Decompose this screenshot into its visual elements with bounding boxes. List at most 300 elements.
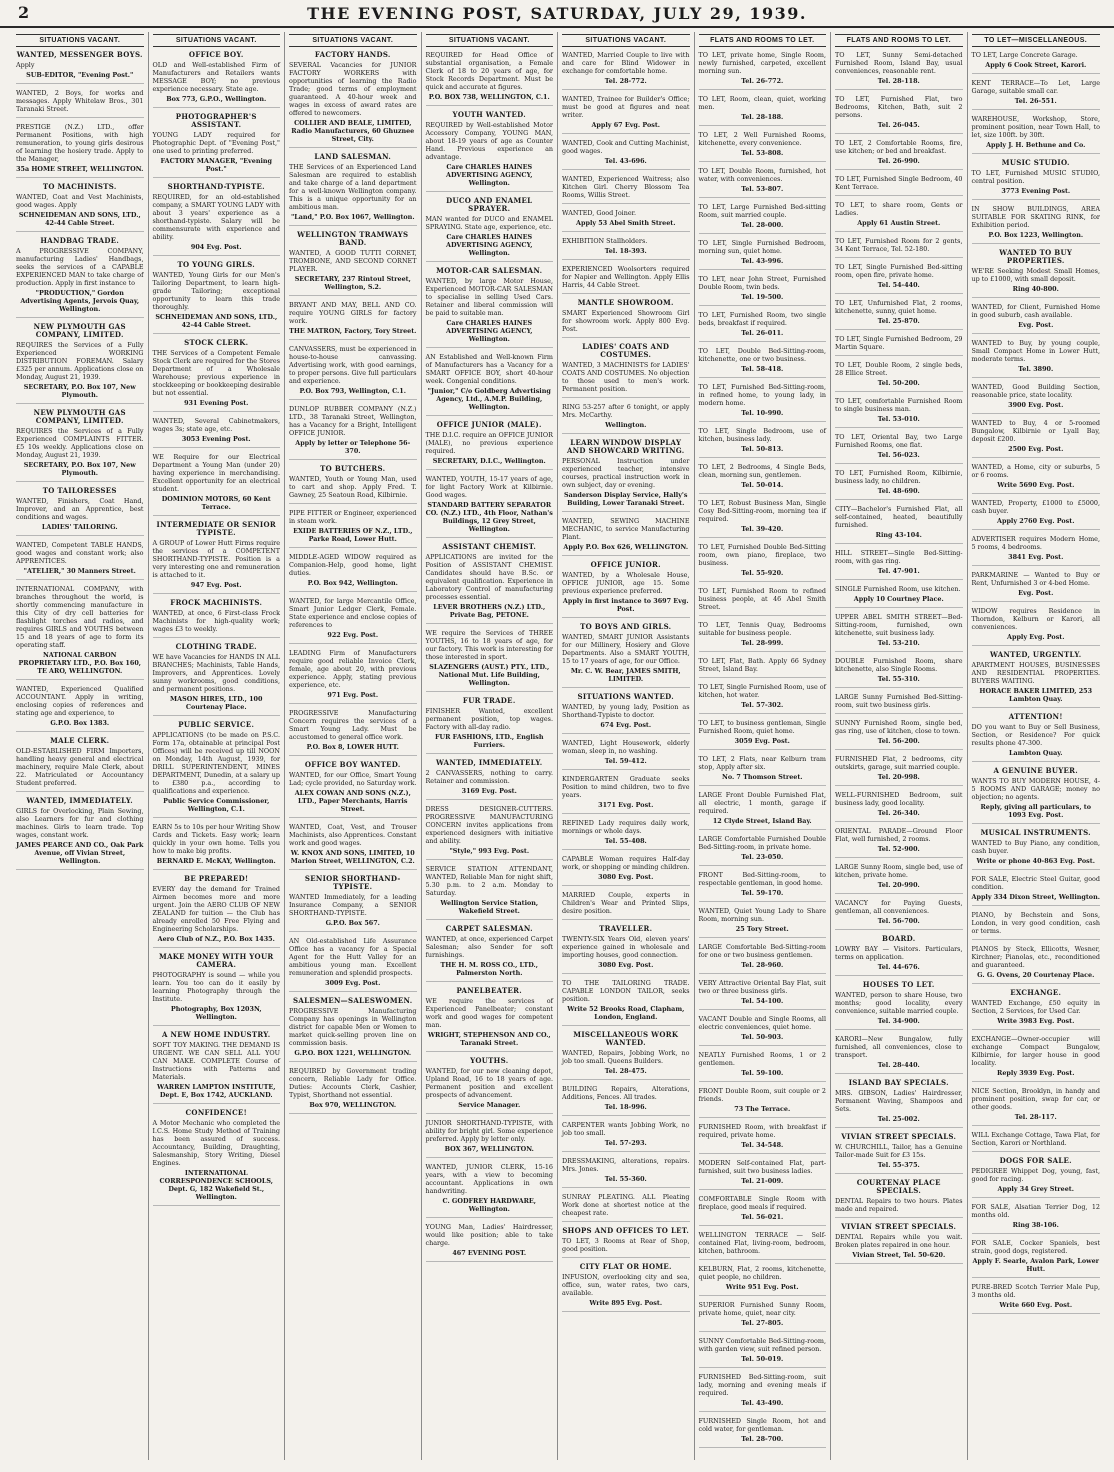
ad-address: Tel. 26-990. (877, 157, 920, 165)
ad-title: WANTED, URGENTLY. (990, 650, 1082, 659)
ad-body: FINISHER Wanted, excellent permanent position, top wages. Factory with all-day radio. (425, 707, 553, 731)
classified-ad (562, 739, 690, 770)
ad-title: FUR TRADE. (462, 696, 516, 705)
ad-address: Apply 6 Cook Street, Karori. (985, 61, 1087, 69)
classified-ad (153, 339, 281, 412)
ad-body: WANTS TO BUY MODERN HOUSE, 4-5 ROOMS AND GARAGE; money no objection; no agents. (971, 777, 1100, 801)
classified-ad (699, 347, 827, 378)
ad-address: 2500 Evg. Post. (1008, 445, 1064, 453)
ad-address: W. KNOX AND SONS, LIMITED, 10 Marion Street, WELLINGTON, C.2. (290, 849, 415, 865)
classified-ad (426, 1119, 554, 1158)
ad-address: DOMINION MOTORS, 60 Kent Terrace. (161, 495, 271, 511)
classified-ad (699, 239, 827, 270)
ad-body: WANTED, 3 MACHINISTS for LADIES' COATS AND COSTUMES. No objection to those used to men's work. Permanent position. (562, 361, 690, 393)
ad-title: TO BOYS AND GIRLS. (580, 622, 672, 631)
ad-body: WANTED, at once, experienced Carpet Salesman; also Sender for soft furnishings. (425, 935, 553, 959)
classified-ad (972, 383, 1101, 414)
classified-ad (972, 249, 1101, 298)
ad-body: FURNISHED Flat, 2 bedrooms, city outskirts, garage, suit married couple. (835, 755, 963, 771)
classified-ad (289, 709, 417, 756)
ad-address: STANDARD BATTERY SEPARATOR CO. (N.Z.) LTD., 4th Floor, Nathan's Buildings, 12 Grey Street, Wellington. (425, 501, 553, 533)
ad-body: WANTED to Buy, by young couple, Small Compact Home in Lower Hutt, moderate terms. (971, 339, 1100, 363)
ad-body: EXPERIENCED Woolsorters required for Napier and Wellington. Apply Ellis Harris, 44 Cable Street. (562, 265, 690, 289)
ad-body: LARGE Comfortable Bed-Sitting-room for one or two business gentlemen. (698, 943, 826, 959)
ad-address: Apply by letter or Telephone 56-370. (295, 439, 411, 455)
classified-ad (972, 419, 1101, 458)
ad-body: COMFORTABLE Single Room with fireplace, good meals if required. (698, 1195, 826, 1211)
ad-body: PERSONAL Instruction under experienced teacher, intensive courses, practical instruction work in own subject, day or evening. (562, 457, 690, 489)
ad-address: Apply 67 Evg. Post. (591, 121, 661, 129)
classified-ad (835, 505, 963, 544)
ad-body: TO LET, Furnished Room for 2 gents, 34 Kent Terrace, Tel. 52-180. (835, 237, 963, 253)
classified-ad (972, 1157, 1101, 1198)
ad-address: Lambton Quay. (1008, 749, 1063, 757)
ad-body: UPPER ABEL SMITH STREET—Bed-Sitting-room, furnished, own kitchenette, suit business lady. (835, 613, 963, 637)
classified-ad (835, 719, 963, 750)
ad-body: WANTED, JUNIOR CLERK, 15-16 years, with a view to becoming accountant. Applications in own handwriting. (425, 1163, 553, 1195)
classified-ad (16, 237, 144, 318)
ad-body: WE'RE Seeking Modest Small Homes, up to £1000, with small deposit. (971, 267, 1100, 283)
classified-ad (972, 607, 1101, 646)
column-3 (285, 32, 422, 1460)
classified-ad (699, 1123, 827, 1154)
ad-body: MRS. GIBSON, Ladies' Hairdresser, Permanent Waving, Shampoos and Sets. (835, 1089, 963, 1113)
classified-ad (562, 517, 690, 556)
classified-ad (835, 1079, 963, 1128)
ad-body: LARGE Sunny Furnished Bed-Sitting-room, suit two business girls. (835, 693, 963, 709)
classified-ad (16, 183, 144, 232)
ad-address: Ring 38-106. (1012, 1221, 1059, 1229)
ad-address: Tel. 10-990. (741, 409, 784, 417)
ad-address: 3080 Evg. Post. (598, 873, 654, 881)
ad-body: TO LET, Furnished Room, two single beds, breakfast if required. (698, 311, 826, 327)
classified-ad (562, 1157, 690, 1188)
masthead (0, 0, 1114, 28)
classified-ad (972, 51, 1101, 74)
ad-address: Apply F. Searle, Avalon Park, Lower Hutt. (972, 1257, 1100, 1273)
ad-title: OFFICE JUNIOR (MALE). (436, 420, 542, 429)
ad-address: SECRETARY, P.O. Box 107, New Plymouth. (23, 383, 136, 399)
ad-address: Tel. 55-408. (604, 837, 647, 845)
classified-ad (699, 1159, 827, 1190)
ad-address: G. G. Ovens, 20 Courtenay Place. (977, 971, 1095, 979)
ad-body: WANTED, Light Housework, elderly woman, sleep in, no washing. (562, 739, 690, 755)
classified-ad (562, 855, 690, 886)
classified-ad (562, 891, 690, 920)
ad-address: 674 Evg. Post. (600, 721, 652, 729)
ad-address: 3169 Evg. Post. (461, 787, 517, 795)
ad-title: YOUTH WANTED. (452, 110, 526, 119)
ad-address: Tel. 55-360. (604, 1175, 647, 1183)
ad-body: Apply (16, 61, 35, 69)
ad-body: WANTED, by a Wholesale House, OFFICE JUNIOR, age 15. Some previous experience preferred. (562, 571, 690, 595)
classified-ad (835, 263, 963, 294)
ad-body: TO LET, private home, Single Room, newly furnished, carpeted, excellent morning sun. (698, 51, 826, 75)
ad-address: Tel. 59-100. (741, 1069, 784, 1077)
classified-ad (289, 345, 417, 400)
ad-body: IN SHOW BUILDINGS, AREA SUITABLE FOR SKATING RINK, for Exhibition period. (971, 205, 1100, 229)
ad-address: Tel. 50-903. (741, 1033, 784, 1041)
ad-title: MALE CLERK. (50, 736, 110, 745)
classified-ad (153, 823, 281, 870)
classified-ad (835, 693, 963, 714)
ad-body: WANTED, a Home, city or suburbs, 5 or 6 rooms. (971, 463, 1100, 479)
ad-address: Tel. 56-700. (877, 917, 920, 925)
ad-body: NEATLY Furnished Rooms, 1 or 2 gentlemen. (698, 1051, 826, 1067)
ad-body: WANTED, Good Joiner. (562, 209, 636, 217)
classified-ad (972, 115, 1101, 154)
ad-address: Tel. 18-996. (604, 1103, 647, 1111)
ad-address: Write 895 Evg. Post. (589, 1299, 663, 1307)
ad-body: WANTED, Cook and Cutting Machinist, good wages. (562, 139, 690, 155)
ad-title: PUBLIC SERVICE. (178, 720, 255, 729)
classified-ad (153, 1031, 281, 1104)
ad-address: Apply 61 Austin Street. (857, 219, 941, 227)
ad-body: KARORI—New Bungalow, fully furnished, all conveniences, close to transport. (835, 1035, 963, 1059)
classified-ad (153, 417, 281, 448)
ad-body: WANTED, Youth or Young Man, used to cart and shop. Apply Fred. T. Gawney, 25 Seatoun Road, Kilbirnie. (289, 475, 417, 499)
classified-ad (972, 303, 1101, 334)
ad-title: A GENUINE BUYER. (993, 766, 1079, 775)
ad-title: VIVIAN STREET SPECIALS. (841, 1222, 957, 1231)
classified-ad (289, 509, 417, 548)
ad-body: EXHIBITION Stallholders. (562, 237, 648, 245)
ad-address: INTERNATIONAL CORRESPONDENCE SCHOOLS, Dept. G, 182 Wakefield St., Wellington. (159, 1169, 273, 1201)
ad-body: WANTED, YOUTH, 15-17 years of age, for light Factory Work at Kilbirnie. Good wages. (425, 475, 553, 499)
classified-ad (562, 175, 690, 204)
classified-ad (835, 1179, 963, 1218)
ad-title: LADIES' COATS AND COSTUMES. (582, 342, 670, 359)
ad-body: EARN 5s to 10s per hour Writing Show Cards and Tickets. Easy work; learn quickly in your own home. Tells you how to make big profits. (152, 823, 280, 855)
classified-ad (699, 463, 827, 494)
ad-body: TO LET, Single Furnished Bedroom, morning sun, quiet home. (698, 239, 826, 255)
ad-address: Box 970, WELLINGTON. (309, 1101, 397, 1109)
ad-body: WANTED Immediately, for a leading Insurance Company, a SENIOR SHORTHAND-TYPISTE. (289, 893, 417, 917)
ad-body: WANTED, for our new cleaning depot, Upland Road, 16 to 18 years of age. Permanent position and excellent prospects of advancement. (425, 1067, 553, 1099)
ad-title: ATTENTION! (1008, 712, 1063, 721)
ad-title: SHOPS AND OFFICES TO LET. (562, 1226, 690, 1235)
classified-ad (699, 835, 827, 866)
column-heading: TO LET—MISCELLANEOUS. (972, 34, 1101, 47)
ad-title: NEW PLYMOUTH GAS COMPANY, LIMITED. (33, 408, 126, 425)
classified-ad (699, 657, 827, 678)
classified-ad (835, 201, 963, 232)
classified-ad (16, 737, 144, 792)
ad-title: WANTED, IMMEDIATELY. (435, 758, 543, 767)
classified-ad (835, 175, 963, 196)
ad-title: COURTENAY PLACE SPECIALS. (856, 1178, 941, 1195)
ad-body: KELBURN, Flat, 2 rooms, kitchenette, quiet people, no children. (698, 1265, 826, 1281)
classified-ad (562, 343, 690, 398)
ad-body: TO LET, 3 Rooms at Rear of Shop, good position. (562, 1237, 690, 1253)
classified-ad (699, 203, 827, 234)
ad-body: TO LET, Oriental Bay, two Large Furnished Rooms, one flat. (835, 433, 963, 449)
ad-address: 3773 Evening Post. (1001, 187, 1071, 195)
classified-ad (972, 159, 1101, 200)
ad-body: WELL-FURNISHED Bedroom, suit business lady, good locality. (835, 791, 963, 807)
ad-address: Care CHARLES HAINES ADVERTISING AGENCY, Wellington. (446, 319, 533, 343)
classified-ad (699, 311, 827, 342)
classified-ad (426, 353, 554, 416)
ad-address: Tel. 28-440. (877, 1061, 920, 1069)
ad-body: TO LET, to business gentleman, Single Furnished Room, quiet home. (698, 719, 826, 735)
ad-address: Apply 334 Dixon Street, Wellington. (971, 893, 1100, 901)
ad-body: SUNNY Furnished Room, single bed, gas ring, use of kitchen, close to town. (835, 719, 963, 735)
classified-ad (153, 453, 281, 516)
ad-body: TO LET, Furnished Double Bed-Sitting room, own piano, fireplace, two business. (698, 543, 826, 567)
classified-ad (699, 95, 827, 126)
classified-ad (835, 827, 963, 858)
ad-address: SCHNEIDEMAN AND SONS, LTD., 42-44 Cable Street. (155, 313, 278, 329)
ad-title: A NEW HOME INDUSTRY. (162, 1030, 271, 1039)
column-4 (422, 32, 559, 1460)
ad-address: Tel. 56-200. (877, 737, 920, 745)
ad-body: SOFT TOY MAKING. THE DEMAND IS URGENT. WE CAN SELL ALL YOU CAN MAKE. COMPLETE Course of Instructions with Patterns and Materials. (152, 1041, 280, 1081)
ad-address: Tel. 50-200. (877, 379, 920, 387)
ad-body: TO LET, Unfurnished Flat, 2 rooms, kitchenette, sunny, quiet home. (835, 299, 963, 315)
ad-address: Tel. 55-375. (877, 1161, 920, 1169)
ad-body: DRESS DESIGNER-CUTTERS. PROGRESSIVE MANUFACTURING CONCERN invites applications from experienced designers with initiative and ability. (425, 805, 553, 845)
classified-ad (562, 925, 690, 974)
ad-address: SCHNEIDEMAN AND SONS, LTD., 42-44 Cable Street. (18, 211, 141, 227)
ad-body: WANTED, Good Building Section, reasonable price, state locality. (971, 383, 1100, 399)
ad-body: LOWRY BAY — Visitors. Particulars, terms on application. (835, 945, 963, 961)
ad-address: 35a HOME STREET, WELLINGTON. (16, 165, 144, 173)
ad-body: REQUIRED by Government trading concern, Reliable Lady for Office. Duties: Accounts Clerk, Cashier, Typist, Shorthand not essential. (289, 1067, 417, 1099)
ad-body: PROGRESSIVE Manufacturing Concern requires the services of a Smart Young Lady. Must be accustomed to general office work. (289, 709, 417, 741)
ad-address: LADIES' TAILORING. (41, 523, 118, 531)
ad-body: EVERY day the demand for Trained Airmen becomes more and more urgent. Join the AERO CLUB OF NEW ZEALAND for tuition — the Club has already enrolled 50 Free Flying and Engineering Scholarships. (152, 885, 280, 933)
ad-body: TO LET, 2 Well Furnished Rooms, kitchenette, every convenience. (698, 131, 826, 147)
ad-title: TO YOUNG GIRLS. (177, 260, 255, 269)
classified-ad (699, 383, 827, 422)
ad-body: WANTED, 2 Boys, for works and messages. Apply Whitelaw Bros., 301 Taranaki Street. (16, 89, 144, 113)
ad-body: WANTED, Finishers, Coat Hand, Improver, and an Apprentice, best conditions and wages. (16, 497, 144, 521)
ad-address: 467 EVENING POST. (452, 1249, 527, 1257)
classified-ad (289, 597, 417, 644)
ad-body: WANTED, Trainee for Builder's Office; must be good at figures and neat writer. (562, 95, 690, 119)
classified-ad (699, 427, 827, 458)
ad-body: PEDIGREE Whippet Dog, young, fast, good for racing. (971, 1167, 1100, 1183)
classified-ad (289, 231, 417, 296)
ad-body: TO LET, comfortable Furnished Room to single business man. (835, 397, 963, 413)
ad-address: Tel. 28-188. (741, 113, 784, 121)
ad-body: WANTED, Quiet Young Lady to Share Room, morning sun. (698, 907, 826, 923)
classified-ad (699, 1195, 827, 1226)
classified-ad (699, 907, 827, 938)
ad-address: 3009 Evg. Post. (325, 979, 381, 987)
ad-body: SMART Experienced Showroom Girl for showroom work. Apply 800 Evg. Post. (562, 309, 690, 333)
classified-ad (426, 475, 554, 538)
ad-body: LARGE Front Double Furnished Flat, all electric, 1 month, garage if required. (698, 791, 826, 815)
classified-ad (153, 1109, 281, 1206)
ad-body: APPLICATIONS are invited for the Position of ASSISTANT CHEMIST. Candidates should have B.Sc. or equivalent qualification. Experience in Laboratory Control of manufacturing processes essential. (425, 553, 553, 601)
column-2 (149, 32, 286, 1460)
ad-body: PRESTIGE (N.Z.) LTD., offer Permanent Positions, with high remuneration, to young girls desirous of learning the hosiery trade. Apply to the Manager, (16, 123, 144, 163)
classified-ad (699, 51, 827, 90)
ad-body: WELLINGTON TERRACE — Self-contained Flat, living-room, bedroom, kitchen, bathroom. (698, 1231, 826, 1255)
ad-address: Tel. 3890. (1018, 365, 1054, 373)
ad-address: Tel. 34-900. (877, 1017, 920, 1025)
classified-ad (972, 829, 1101, 870)
classified-ad (16, 685, 144, 732)
page-number: 2 (18, 3, 30, 22)
ad-address: Wellington. (605, 421, 647, 429)
ad-body: DOUBLE Furnished Room, share kitchenette, also Single Rooms. (835, 657, 963, 673)
ad-body: TO LET, Double Room, furnished, hot water, with conveniences. (698, 167, 826, 183)
ad-title: SALESMEN—SALESWOMEN. (292, 996, 413, 1005)
ad-address: Aero Club of N.Z., P.O. Box 1435. (157, 935, 275, 943)
classified-ad (153, 643, 281, 716)
ad-body: DENTAL Repairs while you wait. Broken plates repaired in one hour. (835, 1233, 963, 1249)
ad-body: SERVICE STATION ATTENDANT, WANTED, Reliable Man for night shift, 5.30 p.m. to 2 a.m. Monday to Saturday. (425, 865, 553, 897)
ad-title: PANELBEATER. (456, 986, 523, 995)
ad-body: TO LET, Furnished Single Bedroom, 40 Kent Terrace. (835, 175, 963, 191)
ad-address: BERNARD E. McKAY, Wellington. (156, 857, 276, 865)
ad-address: P.O. Box 1223, Wellington. (988, 231, 1084, 239)
ad-body: PARKMARINE — Wanted to Buy or Rent, Unfurnished 3 or 4-bed Home. (971, 571, 1100, 587)
classified-ad (835, 397, 963, 428)
ad-address: BOX 367, WELLINGTON. (444, 1145, 534, 1153)
ad-title: SHORTHAND-TYPISTE. (167, 182, 265, 191)
ad-body: TO LET, Furnished Room, Kilbirnie, business lady, no children. (835, 469, 963, 485)
ad-address: P.O. Box 793, Wellington, C.1. (299, 387, 406, 395)
ad-body: TO LET, 2 Flats, near Kelburn tram stop, Apply after six. (698, 755, 826, 771)
classified-ad (972, 989, 1101, 1030)
ad-body: TO THE TAILORING TRADE. CAPABLE LONDON TAILOR, seeks position. (562, 979, 690, 1003)
classified-ad (562, 561, 690, 618)
ad-body: TO LET, Large Concrete Garage. (971, 51, 1078, 59)
classified-ad (972, 1203, 1101, 1234)
ad-address: Write 951 Evg. Post. (725, 1283, 799, 1291)
ad-title: MAKE MONEY WITH YOUR CAMERA. (159, 952, 274, 969)
ad-address: Tel. 23-050. (741, 853, 784, 861)
ad-address: Tel. 44-676. (877, 963, 920, 971)
ad-title: BOARD. (882, 934, 916, 943)
classified-ad (562, 1085, 690, 1116)
ad-body: THE Services of a Competent Female Stock Clerk are required for the Stores Department of a Wholesale Warehouse; previous experience in stockkeeping or bookkeeping desirable but not essential. (152, 349, 280, 397)
classified-ad (426, 697, 554, 754)
ad-address: Evg. Post. (1018, 321, 1054, 329)
ad-address: Tel. 59-170. (741, 889, 784, 897)
ad-title: OFFICE BOY. (188, 50, 244, 59)
ad-address: 3053 Evening Post. (181, 435, 251, 443)
column-1 (12, 32, 149, 1460)
ad-body: WANTED, Competent TABLE HANDS, good wages and constant work; also APPRENTICES. (16, 541, 144, 565)
ad-body: NICE Section, Brooklyn, in handy and prominent position, swap for car, or other goods. (971, 1087, 1100, 1111)
ad-address: 3841 Evg. Post. (1008, 553, 1064, 561)
ad-address: Tel. 26-772. (741, 77, 784, 85)
classified-ad (972, 911, 1101, 940)
ad-body: PIANOS by Steck, Ellicotts, Wesner, Kirchner; Pianolas, etc., reconditioned and guaranteed. (971, 945, 1100, 969)
classified-ad (562, 979, 690, 1026)
ad-address: Sanderson Display Service, Hally's Building, Lower Taranaki Street. (564, 491, 688, 507)
ad-address: Tel. 57-293. (604, 1139, 647, 1147)
ad-address: Write 5690 Evg. Post. (997, 481, 1075, 489)
classified-ad (699, 1051, 827, 1082)
ad-title: HANDBAG TRADE. (40, 236, 120, 245)
ad-body: WANTED, A GOOD TUTTI CORNET, TROMBONE, AND SECOND CORNET PLAYER. (289, 249, 417, 273)
ad-address: 931 Evening Post. (184, 399, 249, 407)
ad-body: REQUIRED by Well-established Motor Accessory Company, YOUNG MAN, about 18-19 years of age as Counter Hand. Previous experience an advantage. (425, 121, 553, 161)
classified-ad (153, 113, 281, 178)
classified-ad (562, 439, 690, 512)
ad-body: DUNLOP RUBBER COMPANY (N.Z.) LTD., 38 Taranaki Street, Wellington, has a Vacancy for a Bright, Intelligent OFFICE JUNIOR. (289, 405, 417, 437)
classified-ad (562, 139, 690, 170)
column-heading: FLATS AND ROOMS TO LET. (699, 34, 827, 47)
ad-body: VACANT Double and Single Rooms, all electric conveniences, quiet home. (698, 1015, 826, 1031)
ad-body: APARTMENT HOUSES, BUSINESSES AND RESIDENTIAL PROPERTIES. BUYERS WAITING. (971, 661, 1100, 685)
ad-body: FOR SALE, Alsatian Terrier Dog, 12 months old. (971, 1203, 1100, 1219)
classified-ad (426, 197, 554, 262)
ad-body: WANTED Exchange, £50 equity in Section, 2 Services, for Used Car. (971, 999, 1100, 1015)
ad-address: Tel. 21-009. (741, 1177, 784, 1185)
ad-address: Tel. 18-393. (604, 247, 647, 255)
ad-body: WANTED, Coat, Vest, and Trouser Machinists, also Apprentices. Constant work and good wages. (289, 823, 417, 847)
classified-ad (426, 51, 554, 106)
ad-body: FURNISHED Room, with breakfast if required, private home. (698, 1123, 826, 1139)
ad-address: G.P.O. Box 567. (325, 919, 380, 927)
ad-address: Tel. 28-772. (604, 77, 647, 85)
ad-body: LARGE Comfortable Furnished Double Bed-Sitting-room, in private home. (698, 835, 826, 851)
ad-title: LEARN WINDOW DISPLAY AND SHOWCARD WRITING. (566, 438, 685, 455)
classified-ad (562, 237, 690, 260)
ad-body: WANTED to Buy Piano, any condition, cash buyer. (971, 839, 1100, 855)
ad-address: "Junior," C/o Goldberg Advertising Agency, Ltd., A.M.P. Building, Wellington. (427, 387, 551, 411)
classified-ad (562, 623, 690, 688)
classified-ad (562, 403, 690, 434)
ad-body: WE require the Services of THREE YOUTHS, 16 to 18 years of age, for our factory. This work is interesting for those interested in sport. (425, 629, 553, 661)
ad-address: Write or phone 40-863 Evg. Post. (976, 857, 1095, 865)
ad-body: REQUIRES the Services of a Fully Experienced COMPLAINTS FITTER. £5 10s weekly. Applications close on Monday, August 21, 1939. (16, 427, 144, 459)
ad-title: TO TAILORESSES (42, 486, 117, 495)
classified-ad (699, 943, 827, 974)
ad-address: Tel. 57-302. (741, 701, 784, 709)
ad-address: 947 Evg. Post. (190, 581, 242, 589)
ad-body: TO LET, to share room, Gents or Ladies. (835, 201, 963, 217)
ad-address: "PRODUCTION," Gordon Advertising Agents, Jervois Quay, Wellington. (20, 289, 140, 313)
ad-body: TO LET, Double Bed-Sitting-room, kitchenette, one or two business. (698, 347, 826, 363)
ad-address: Ring 43-104. (875, 531, 922, 539)
ad-title: DUCO AND ENAMEL SPRAYER. (446, 196, 533, 213)
ad-address: Tel. 50-813. (741, 445, 784, 453)
classified-ad (699, 587, 827, 616)
ad-address: Care CHARLES HAINES ADVERTISING AGENCY, Wellington. (446, 233, 533, 257)
ad-body: WANTED, Married Couple to live with and care for Blind Widower in exchange for comfortable home. (562, 51, 690, 75)
classified-ad (972, 1035, 1101, 1082)
ad-body: WANTED, by young lady, Position as Shorthand-Typiste to doctor. (562, 703, 690, 719)
ad-body: TO LET, Double Room, 2 single beds, 28 Ellice Street. (835, 361, 963, 377)
ad-title: BE PREPARED! (184, 874, 249, 883)
newspaper-title: THE EVENING POST, SATURDAY, JULY 29, 1939. (307, 4, 807, 23)
ad-address: Tel. 50-019. (741, 1355, 784, 1363)
ad-body: MAN wanted for DUCO and ENAMEL SPRAYING. State age, experience, etc. (425, 215, 553, 231)
ad-body: REQUIRED for Head Office of substantial organisation, a Female Clerk of 18 to 20 years of age, for Stock Records Department. Must be quick and accurate at figures. (425, 51, 553, 91)
ad-body: SINGLE Furnished Room, use kitchen. (835, 585, 961, 593)
ad-address: Box 773, G.P.O., Wellington. (166, 95, 267, 103)
ad-address: Vivian Street, Tel. 50-620. (852, 1251, 946, 1259)
classified-ad (699, 719, 827, 750)
classified-ad (426, 987, 554, 1052)
classified-ad (835, 863, 963, 894)
ad-address: Evg. Post. (1018, 589, 1054, 597)
ad-title: FROCK MACHINISTS. (170, 598, 263, 607)
ad-title: CITY FLAT OR HOME. (579, 1262, 672, 1271)
ad-body: GIRLS for Overlocking, Plain Sewing, also Learners for fur and clothing machines. Girls to learn trade. Top wages, constant work. (16, 807, 144, 839)
classified-ad (699, 1087, 827, 1118)
ad-address: Write 660 Evg. Post. (999, 1301, 1073, 1309)
classified-ad (153, 261, 281, 334)
